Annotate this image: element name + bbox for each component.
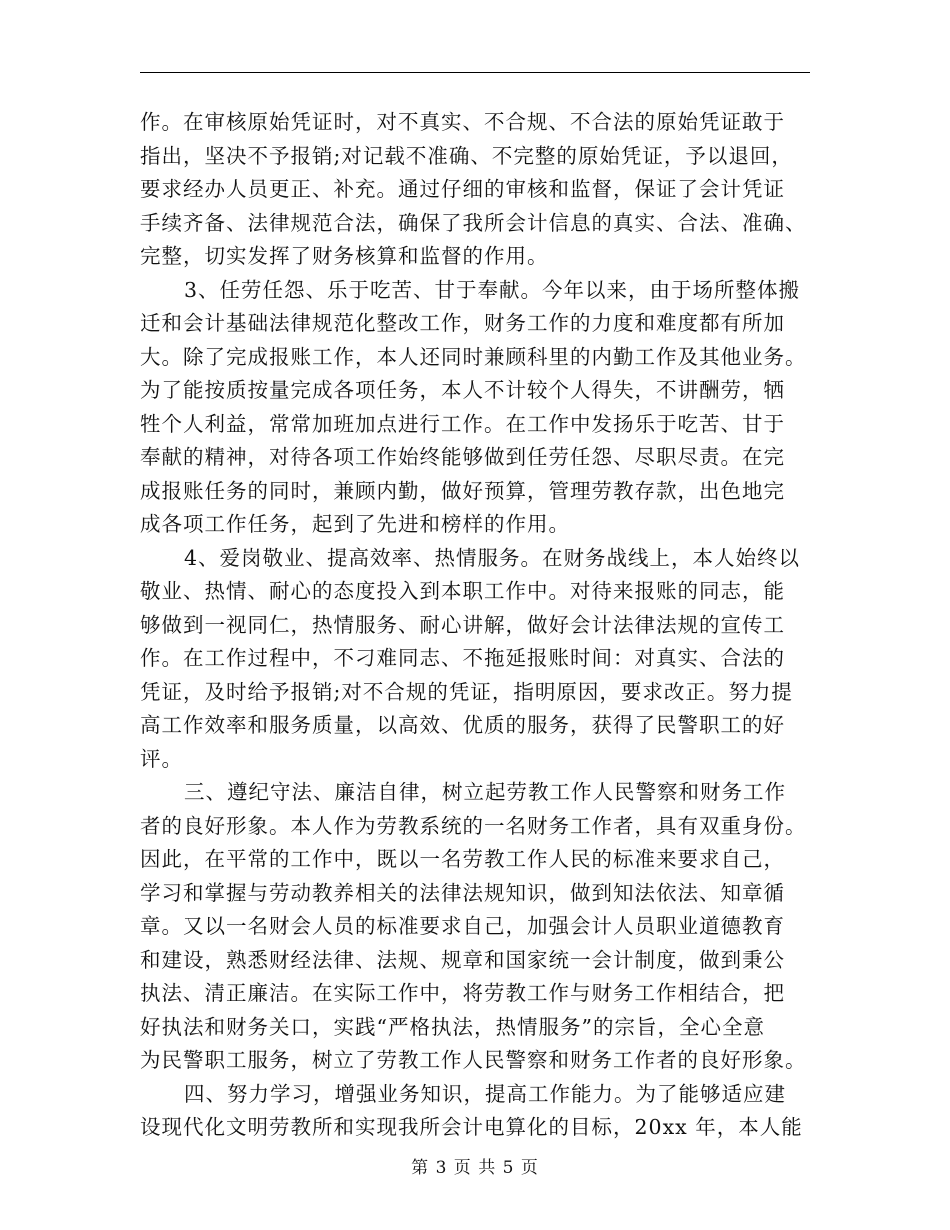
text-line: 好执法和财务关口，实践“严格执法，热情服务”的宗旨，全心全意 [140,1014,765,1039]
text-line: 指出，坚决不予报销;对记载不准确、不完整的原始凭证，予以退回， [140,143,793,168]
text-line: 够做到一视同仁，热情服务、耐心讲解，做好会计法律法规的宣传工 [140,612,785,637]
text-line: 因此，在平常的工作中，既以一名劳教工作人民的标准来要求自己， [140,847,785,871]
text-line: 成报账任务的同时，兼顾内勤，做好预算，管理劳教存款，出色地完 [140,478,785,503]
text-line: 作。在审核原始凭证时，对不真实、不合规、不合法的原始凭证敢于 [140,110,785,134]
text-line: 学习和掌握与劳动教养相关的法律法规知识，做到知法依法、知章循 [140,880,785,905]
text-line: 者的良好形象。本人作为劳教系统的一名财务工作者，具有双重身份。 [140,813,807,838]
text-line: 执法、清正廉洁。在实际工作中，将劳教工作与财务工作相结合，把 [140,981,785,1005]
text-line: 章。又以一名财会人员的标准要求自己，加强会计人员职业道德教育 [140,914,785,938]
text-line: 要求经办人员更正、补充。通过仔细的审核和监督，保证了会计凭证 [140,177,785,201]
text-line: 完整，切实发挥了财务核算和监督的作用。 [140,244,549,268]
text-line: 为了能按质按量完成各项任务，本人不计较个人得失，不讲酬劳，牺 [140,378,785,402]
document-body [140,106,820,1145]
text-line: 作。在工作过程中，不刁难同志、不拖延报账时间：对真实、合法的 [140,646,785,670]
text-line: 奉献的精神，对待各项工作始终能够做到任劳任怨、尽职尽责。在完 [140,445,785,469]
page-number: 第 3 页 共 5 页 [411,1158,539,1178]
paragraph-first-line: 四、努力学习，增强业务知识，提高工作能力。为了能够适应建 [184,1081,786,1106]
text-line: 凭证，及时给予报销;对不合规的凭证，指明原因，要求改正。努力提 [140,679,793,704]
header-rule [140,72,810,73]
text-line: 牲个人利益，常常加班加点进行工作。在工作中发扬乐于吃苦、甘于 [140,411,785,436]
text-line: 和建设，熟悉财经法律、法规、规章和国家统一会计制度，做到秉公 [140,947,785,972]
text-line: 为民警职工服务，树立了劳教工作人民警察和财务工作者的良好形象。 [140,1048,807,1072]
text-line: 评。 [140,746,183,771]
paragraph-first-line: 4、爱岗敬业、提高效率、热情服务。在财务战线上，本人始终以 [184,545,801,570]
text-line: 高工作效率和服务质量，以高效、优质的服务，获得了民警职工的好 [140,713,785,737]
text-line: 设现代化文明劳教所和实现我所会计电算化的目标，20xx 年，本人能 [140,1115,803,1139]
text-line: 手续齐备、法律规范合法，确保了我所会计信息的真实、合法、准确、 [140,210,807,235]
paragraph-first-line: 3、任劳任怨、乐于吃苦、甘于奉献。今年以来，由于场所整体搬 [184,277,801,302]
text-line: 迁和会计基础法律规范化整改工作，财务工作的力度和难度都有所加 [140,311,785,335]
text-line: 敬业、热情、耐心的态度投入到本职工作中。对待来报账的同志，能 [140,579,785,603]
paragraph-first-line: 三、遵纪守法、廉洁自律，树立起劳教工作人民警察和财务工作 [184,780,786,804]
text-line: 成各项工作任务，起到了先进和榜样的作用。 [140,512,570,536]
text-line: 大。除了完成报账工作，本人还同时兼顾科里的内勤工作及其他业务。 [140,344,807,369]
